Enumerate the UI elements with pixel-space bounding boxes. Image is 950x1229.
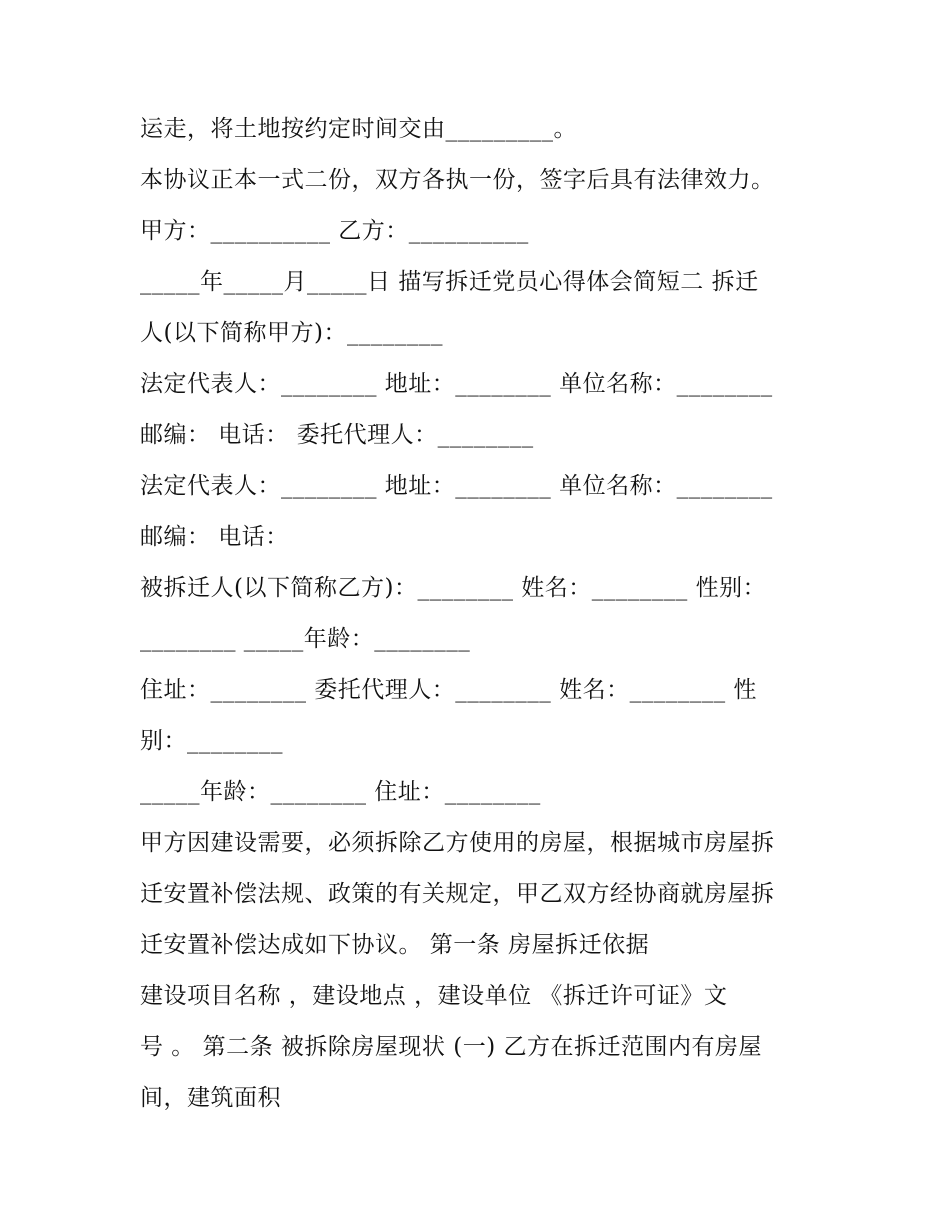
- text-line: 法定代表人：________ 地址：________ 单位名称：________: [140, 473, 773, 499]
- text-line: 运走，将土地按约定时间交由_________。: [140, 116, 577, 142]
- text-line: 建设项目名称 ，建设地点 ，建设单位 《拆迁许可证》文: [140, 983, 728, 1009]
- text-line: 人(以下简称甲方)：________: [140, 320, 443, 346]
- text-line: 号 。 第二条 被拆除房屋现状 (一) 乙方在拆迁范围内有房屋: [140, 1034, 763, 1060]
- text-line: 甲方因建设需要，必须拆除乙方使用的房屋，根据城市房屋拆: [140, 830, 775, 856]
- text-line: _____年龄：________ 住址：________: [140, 779, 541, 805]
- text-line: 本协议正本一式二份，双方各执一份，签字后具有法律效力。: [140, 167, 775, 193]
- text-line: 甲方：__________ 乙方：__________: [140, 218, 529, 244]
- text-line: 间，建筑面积: [140, 1085, 281, 1111]
- text-line: ________ _____年龄：________: [140, 626, 471, 652]
- text-line: 别：________: [140, 728, 283, 754]
- text-line: 迁安置补偿法规、政策的有关规定，甲乙双方经协商就房屋拆: [140, 881, 775, 907]
- text-line: 邮编： 电话：: [140, 524, 289, 550]
- text-line: 法定代表人：________ 地址：________ 单位名称：________: [140, 371, 773, 397]
- text-line: _____年_____月_____日 描写拆迁党员心得体会简短二 拆迁: [140, 269, 759, 295]
- text-line: 住址：________ 委托代理人：________ 姓名：________ 性: [140, 677, 757, 703]
- text-line: 迁安置补偿达成如下协议。 第一条 房屋拆迁依据: [140, 932, 650, 958]
- text-line: 被拆迁人(以下简称乙方)：________ 姓名：________ 性别：: [140, 575, 767, 601]
- text-line: 邮编： 电话： 委托代理人：________: [140, 422, 534, 448]
